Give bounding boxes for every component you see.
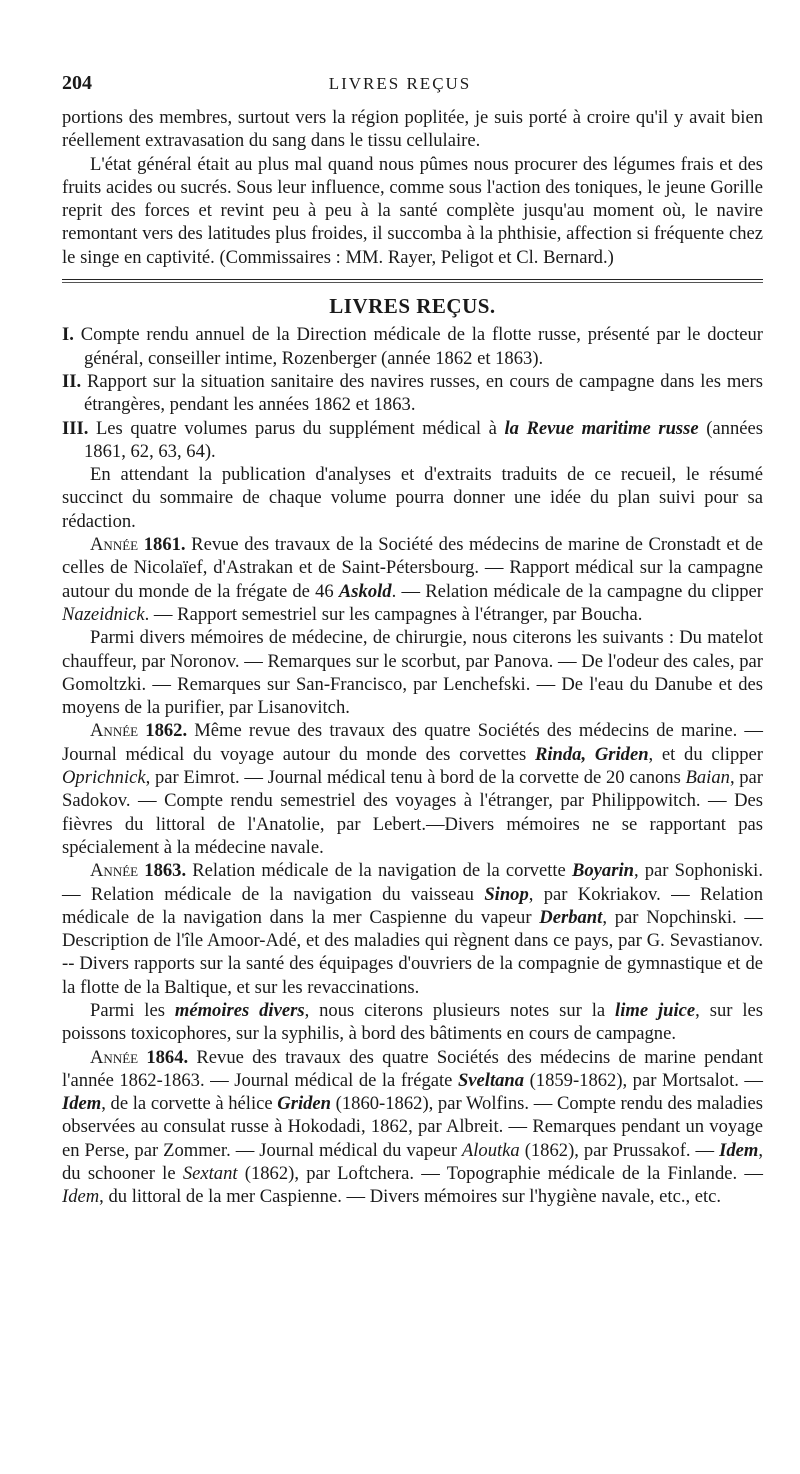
list-item-3-number: III. — [62, 417, 89, 439]
page-header — [62, 72, 738, 96]
journal-title: la Revue maritime russe — [504, 417, 699, 439]
year-value: 1864. — [146, 1046, 189, 1068]
list-item-2 — [62, 370, 763, 417]
year-label: Année — [90, 534, 139, 556]
year-value: 1862. — [145, 720, 188, 742]
list-item-2-number: II. — [62, 370, 82, 392]
year-value: 1861. — [143, 534, 186, 556]
list-item-2-text: Rapport sur la situation sanitaire des navires russes, en cours de campagne dans les mers étrangères, pendant les années 1862 et 1863. — [84, 370, 763, 416]
section-divider — [62, 279, 763, 283]
year-value: 1863. — [144, 860, 187, 882]
paragraph-memoires: Parmi divers mémoires de médecine, de chirurgie, nous citerons les suivants : Du matelot chauffeur, par Noronov. — Remarques sur le scorbut, par Panova. — De l'odeur des cales, par Gomoltzki. — Remarques sur San-Francisco, par Lenchefski. — De l'eau du Danube et des moyens de la purifier, par Lisanovitch. — [62, 627, 763, 719]
year-1864-entry: Année 1864. Revue des travaux des quatre Sociétés des médecins de marine pendant l'année 1862-1863. — Journal médical de la frégate Sveltana (1859-1862), par Mortsalot. — Idem, de la corvette à hélice Griden (1860-1862), par Wolfins. — Compte rendu des maladies observées au consulat russe à Hokodadi, 1862, par Albreit. — Remarques pendant un voyage en Perse, par Zommer. — Journal médical du vapeur Aloutka (1862), par Prussakof. — Idem, du schooner le Sextant (1862), par Loftchera. — Topographie médicale de la Finlande. — Idem, du littoral de la mer Caspienne. — Divers mémoires sur l'hygiène navale, etc., etc. — [62, 1046, 763, 1208]
list-item-1-number: I. — [62, 324, 74, 346]
paragraph-attente: En attendant la publication d'analyses et d'extraits traduits de ce recueil, le résumé succinct du sommaire de chaque volume pourra donner une idée du plan suivi pour sa rédaction. — [62, 464, 763, 532]
page-body — [62, 106, 763, 1209]
paragraph-parmi: Parmi les mémoires divers, nous citerons plusieurs notes sur la lime juice, sur les poissons toxicophores, sur la syphilis, à bord des bâtiments en cours de campagne. — [62, 999, 763, 1045]
year-label: Année — [90, 720, 139, 742]
list-item-3: III. Les quatre volumes parus du supplément médical à la Revue maritime russe (années 1861, 62, 63, 64). — [62, 417, 763, 462]
running-head: LIVRES REÇUS — [328, 74, 472, 93]
year-label: Année — [90, 1046, 139, 1068]
year-1862-entry: Année 1862. Même revue des travaux des quatre Sociétés des médecins de marine. — Journal médical du voyage autour du monde des corvettes Rinda, Griden, et du clipper Oprichnick, par Eimrot. — Journal médical tenu à bord de la corvette de 20 canons Baian, par Sadokov. — Compte rendu semestriel des voyages à l'étranger, par Philippowitch. — Des fièvres du littoral de l'Anatolie, par Lebert.—Divers mémoires ne se rapportant pas spécialement à la médecine navale. — [62, 720, 763, 858]
year-1863-entry: Année 1863. Relation médicale de la navigation de la corvette Boyarin, par Sophoniski. — Relation médicale de la navigation du vaisseau Sinop, par Kokriakov. — Relation médicale de la navigation dans la mer Caspienne du vapeur Derbant, par Nopchinski. — Description de l'île Amoor-Adé, et des maladies qui règnent dans ce pays, par G. Sevastianov. -- Divers rapports sur la santé des équipages d'ouvriers de la compagnie de gymnastique et de la flotte de la Baltique, et sur les revaccinations. — [62, 860, 763, 998]
list-item-1-text: Compte rendu annuel de la Direction médicale de la flotte russe, présenté par le docteur général, conseiller intime, Rozenberger (année 1862 et 1863). — [80, 324, 763, 369]
list-item-1 — [62, 323, 763, 370]
section-title: LIVRES REÇUS. — [329, 294, 496, 319]
intro-paragraph-1: portions des membres, surtout vers la région poplitée, je suis porté à croire qu'il y avait bien réellement extravasation du sang dans le tissu cellulaire. — [62, 107, 763, 152]
year-1861-entry: Année 1861. Revue des travaux de la Société des médecins de marine de Cronstadt et de celles de Nicolaïef, d'Astrakan et de Saint-Pétersbourg. — Rapport médical sur la campagne autour du monde de la frégate de 46 Askold. — Relation médicale de la campagne du clipper Nazeidnick. — Rapport semestriel sur les campagnes à l'étranger, par Boucha. — [62, 534, 763, 625]
year-label: Année — [90, 860, 139, 882]
intro-paragraph-2: L'état général était au plus mal quand nous pûmes nous procurer des légumes frais et des fruits acides ou sucrés. Sous leur influence, comme sous l'action des toniques, le jeune Gorille reprit des forces et revint peu à peu à la santé complète jusqu'au moment où, le navire remontant vers des latitudes plus froides, il succomba à la phthisie, affection si fréquente chez le singe en captivité. (Commissaires : MM. Rayer, Peligot et Cl. Bernard.) — [62, 153, 763, 268]
page-number: 204 — [62, 72, 92, 94]
